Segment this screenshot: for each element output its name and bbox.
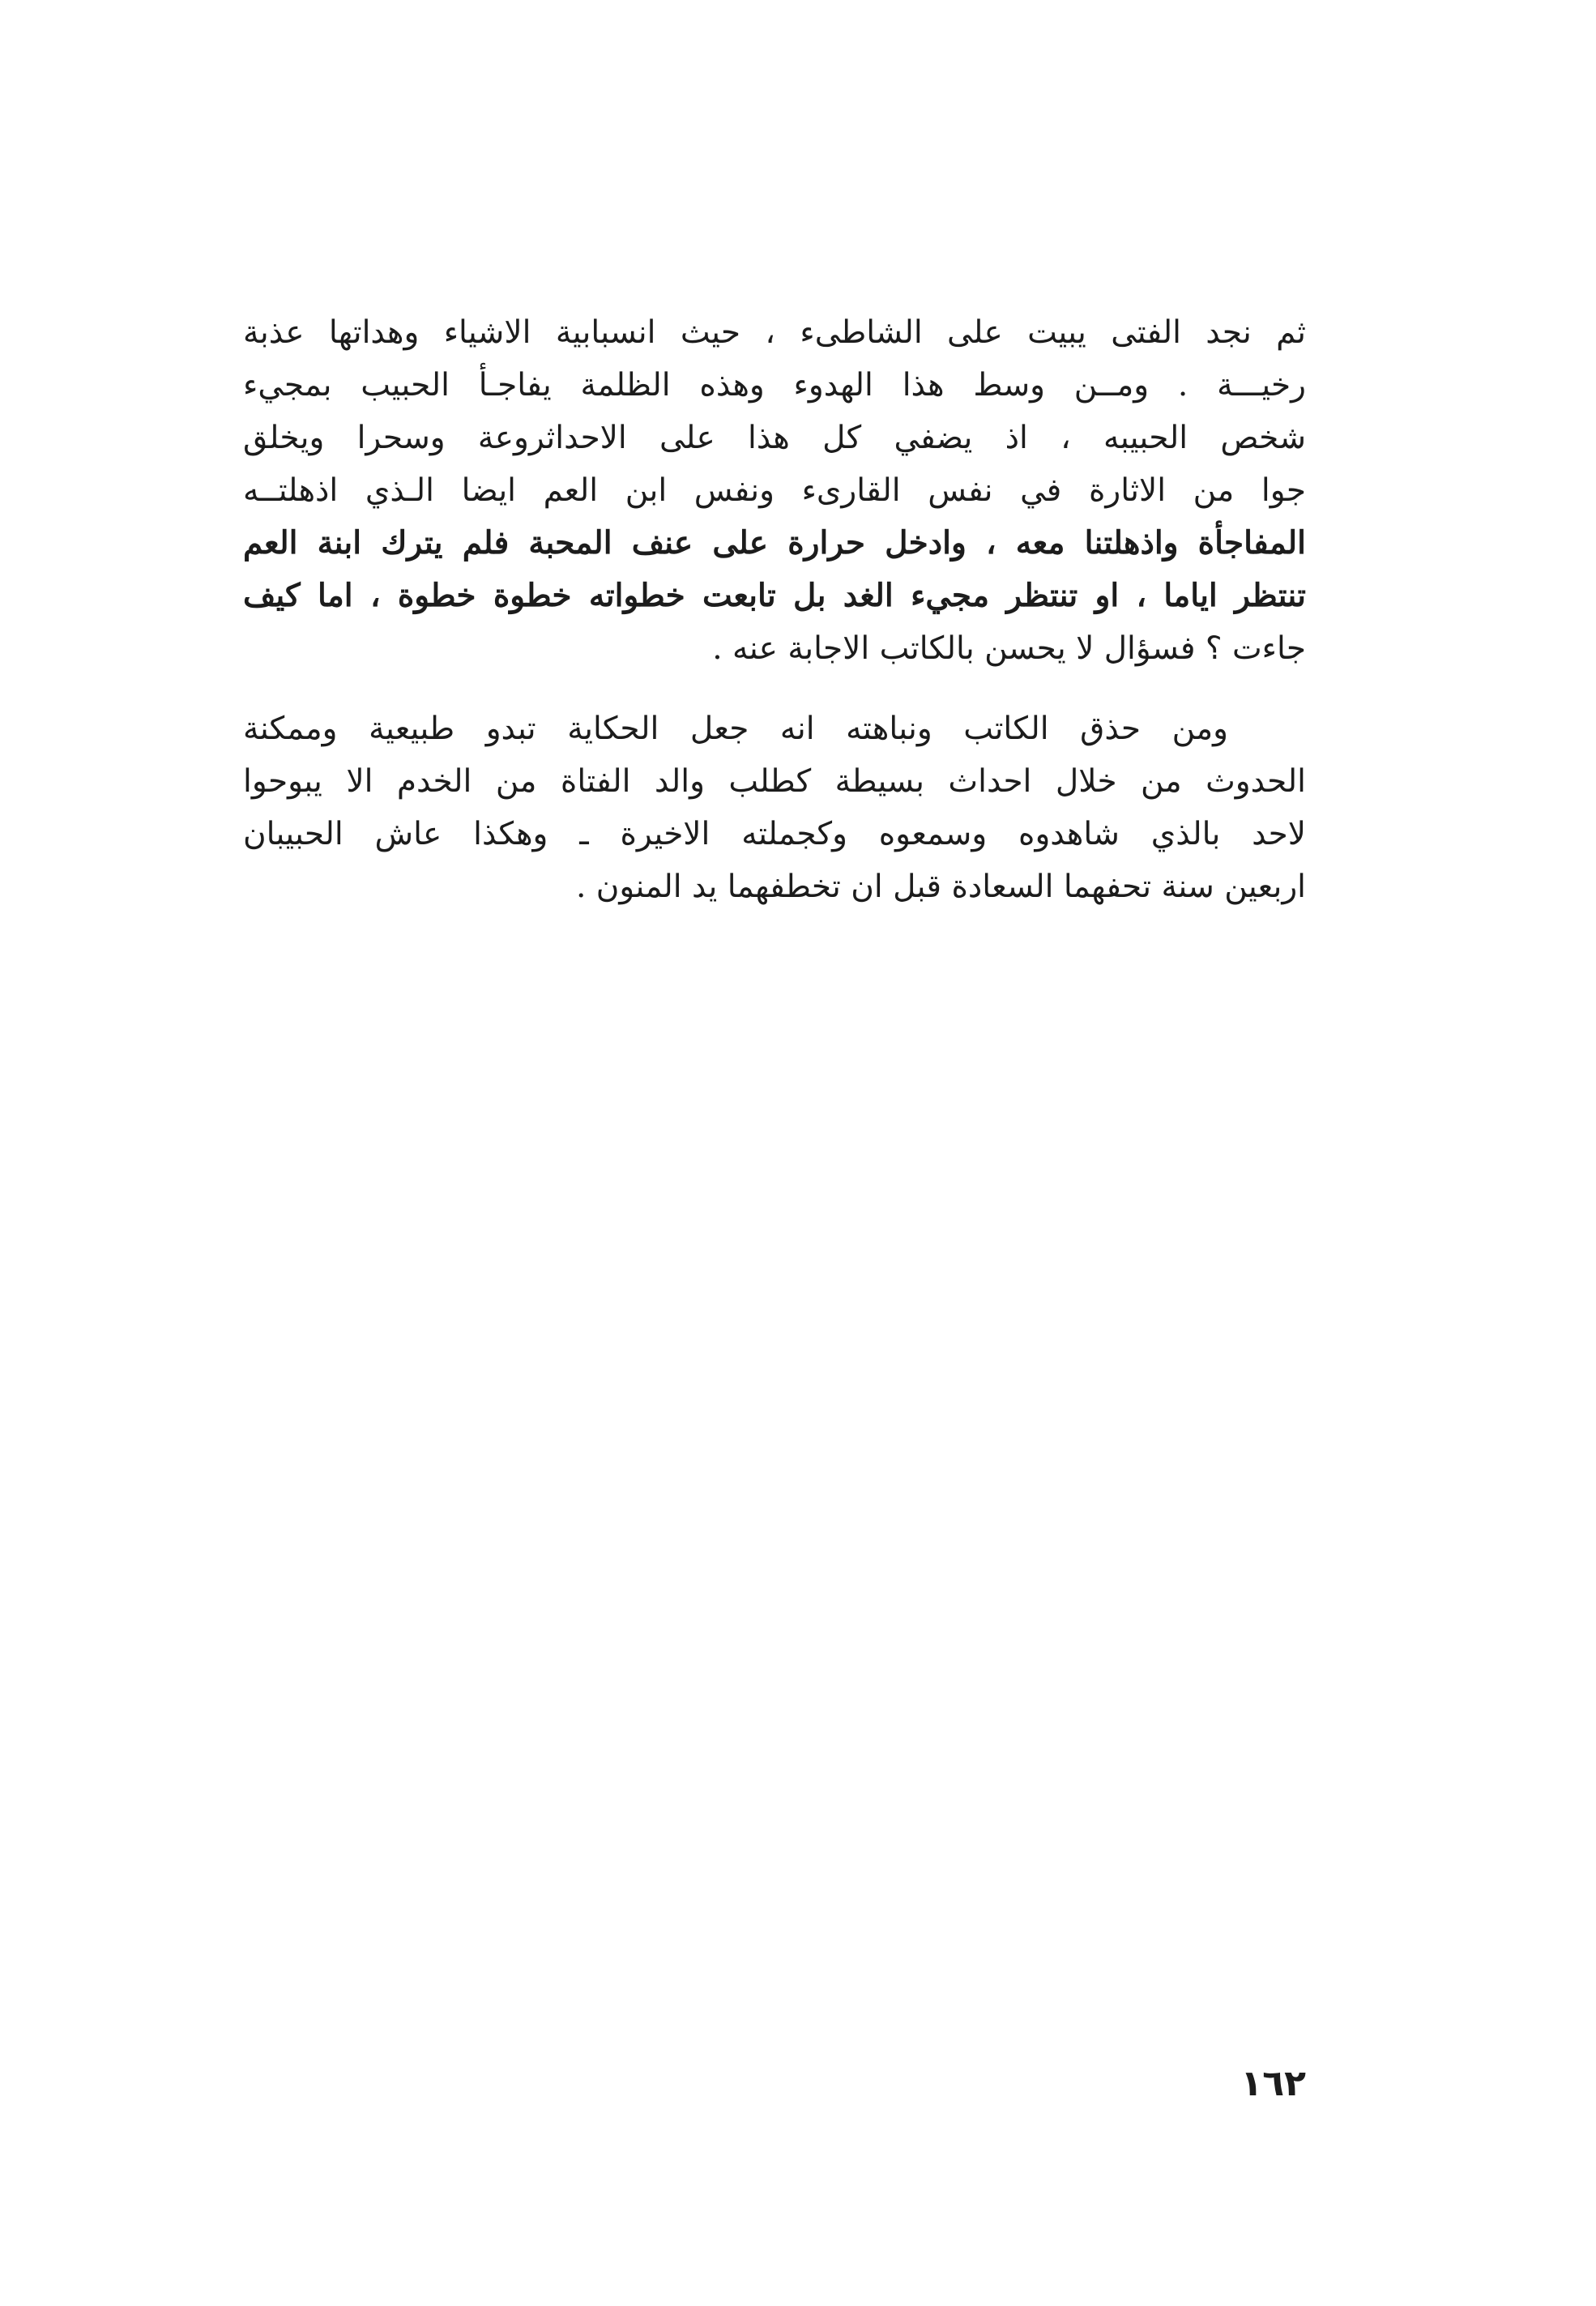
paragraph-1 [243,306,1306,675]
paragraph-2 [243,702,1306,913]
paragraph-1-line-4: جوا من الاثارة في نفس القارىء ونفس ابن العم ايضا الـذي اذهلتــه [243,472,1306,509]
page-number: ١٦٢ [1240,2063,1306,2104]
body-text [243,306,1306,913]
paragraph-2-line-2: الحدوث من خلال احداث بسيطة كطلب والد الفتاة من الخدم الا يبوحوا [243,763,1306,800]
paragraph-2-line-4: اربعين سنة تحفهما السعادة قبل ان تخطفهما يد المنون . [575,869,1306,905]
paragraph-1-line-6: تنتظر اياما ، او تنتظر مجيء الغد بل تابعت خطواته خطوة خطوة ، اما كيف [243,577,1306,614]
paragraph-1-line-3: شخص الحبيبه ، اذ يضفي كل هذا على الاحداثروعة وسحرا ويخلق [243,420,1306,456]
paragraph-2-line-1: ومن حذق الكاتب ونباهته انه جعل الحكاية تبدو طبيعية وممكنة [243,711,1228,747]
paragraph-1-line-5: المفاجأة واذهلتنا معه ، وادخل حرارة على عنف المحبة فلم يترك ابنة العم [243,524,1306,562]
paragraph-1-line-7: جاءت ؟ فسؤال لا يحسن بالكاتب الاجابة عنه . [712,630,1306,667]
paragraph-1-line-2: رخيـــة . ومــن وسط هذا الهدوء وهذه الظلمة يفاجـأ الحبيب بمجيء [243,367,1306,404]
paragraph-2-line-3: لاحد بالذي شاهدوه وسمعوه وكجملته الاخيرة ـ وهكذا عاش الحبيبان [243,816,1306,852]
paragraph-1-line-1: ثم نجد الفتى يبيت على الشاطىء ، حيث انسبابية الاشياء وهداتها عذبة [243,314,1306,351]
